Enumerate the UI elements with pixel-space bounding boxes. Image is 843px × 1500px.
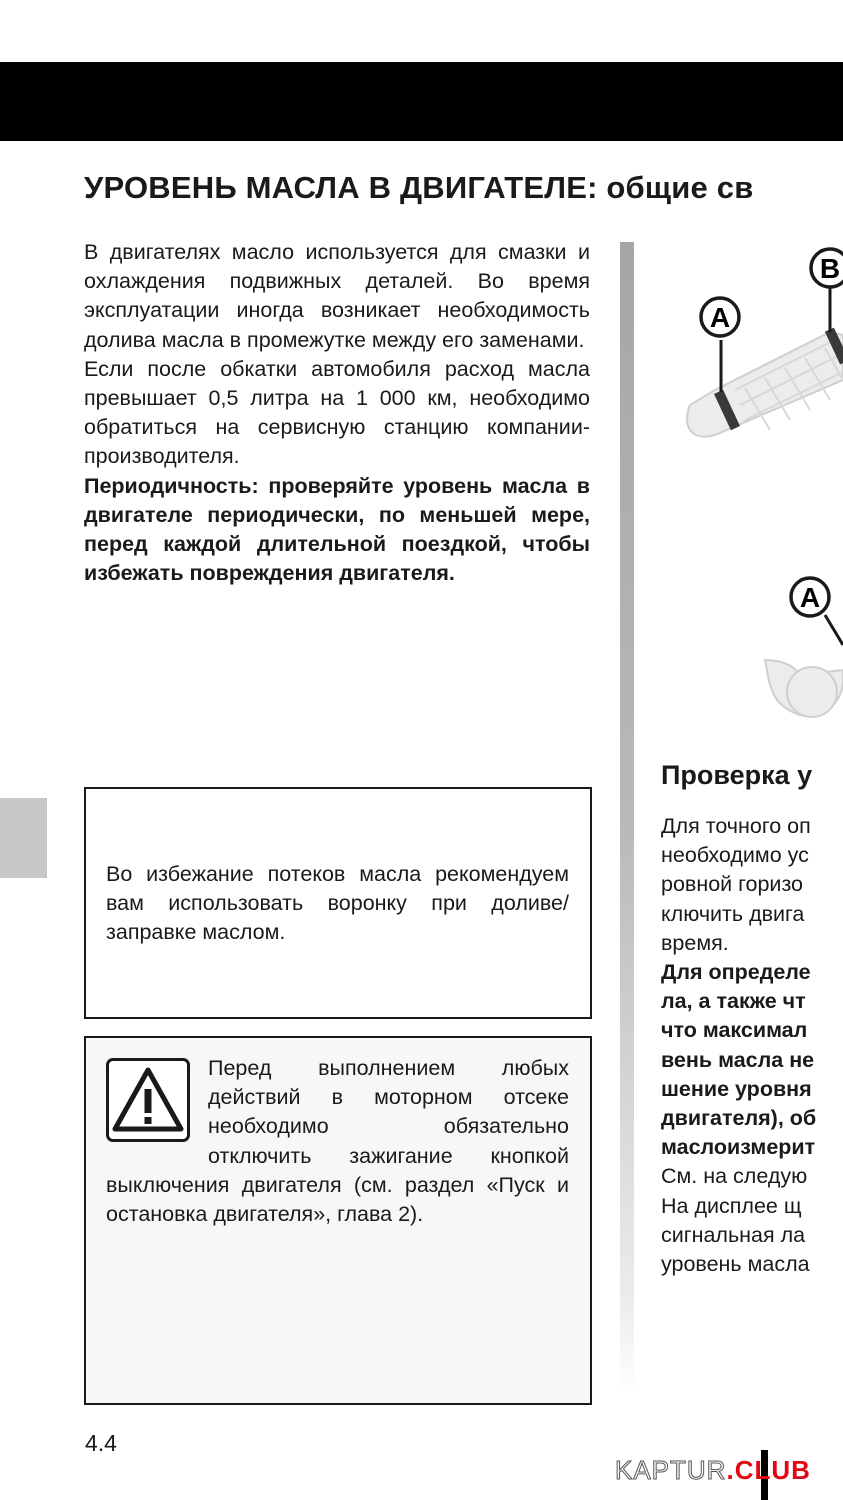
label-a2: A [799, 582, 821, 613]
check-tail-line: сигнальная ла [661, 1222, 806, 1247]
check-bold-line: что максимал [661, 1018, 808, 1043]
watermark-main: KAPTUR [615, 1455, 727, 1485]
chapter-tab [0, 798, 47, 878]
check-bold-line: ла, а также чт [661, 989, 806, 1014]
label-a: A [709, 302, 731, 333]
check-heading: Проверка у [661, 760, 813, 790]
check-bold-line: Для определе [661, 960, 811, 985]
check-bold-line: двигателя), об [661, 1106, 817, 1131]
label-a2-marker [791, 578, 829, 616]
watermark-accent: .CLUB [726, 1455, 811, 1485]
dipstick-illustration [660, 240, 843, 740]
note-text: Во избежание потеков масла рекомендуем вам использовать воронку при доливе/заправке маслом. [106, 862, 569, 945]
intro-text [84, 238, 590, 588]
check-line: ровной горизо [661, 872, 804, 897]
check-tail-line: См. на следую [661, 1164, 808, 1189]
check-tail-line: уровень масла [661, 1252, 810, 1277]
check-tail-line: На дисплее щ [661, 1193, 802, 1218]
check-bold-line: маслоизмерит [661, 1135, 816, 1160]
warning-triangle-icon [106, 1058, 190, 1142]
check-bold-line: шение уровня [661, 1076, 812, 1101]
page-number: 4.4 [85, 1430, 117, 1456]
paragraph-periodicity: Периодичность: проверяйте уровень масла в двигателе периодически, по меньшей мере, перед каждой длительной поездкой, чтобы избежать повреждения двигателя. [84, 473, 590, 586]
warning-content [106, 1054, 569, 1229]
dipstick-lower [765, 615, 843, 717]
check-line: ключить двига [661, 901, 805, 926]
header-bar [0, 62, 843, 141]
check-bold-line: вень масла не [661, 1047, 815, 1072]
label-b-marker [811, 249, 843, 287]
label-b: B [819, 253, 841, 284]
warning-text: Перед выполнением любых действий в моторном отсеке необходимо обязательно отключить зажигание кнопкой выключения двигателя (см. раздел «Пуск и остановка двигателя», глава 2). [106, 1056, 569, 1227]
check-line: необходимо ус [661, 843, 809, 868]
check-text [661, 812, 843, 1279]
label-a-marker [701, 298, 739, 336]
note-box [84, 787, 592, 1019]
watermark-logo [615, 1455, 811, 1486]
page-title: УРОВЕНЬ МАСЛА В ДВИГАТЕЛЕ: общие св [84, 170, 754, 205]
check-line: время. [661, 930, 729, 955]
column-divider [620, 242, 634, 1392]
paragraph-usage: В двигателях масло используется для смазки и охлаждения подвижных деталей. Во время эксплуатации иногда возникает необходимость долива масла в промежутке между его заменами. [84, 240, 590, 352]
paragraph-consumption: Если после обкатки автомобиля расход масла превышает 0,5 литра на 1 000 км, необходимо обратиться на сервисную станцию компании-производителя. [84, 356, 590, 469]
warning-box [84, 1036, 592, 1405]
check-line: Для точного оп [661, 814, 811, 838]
